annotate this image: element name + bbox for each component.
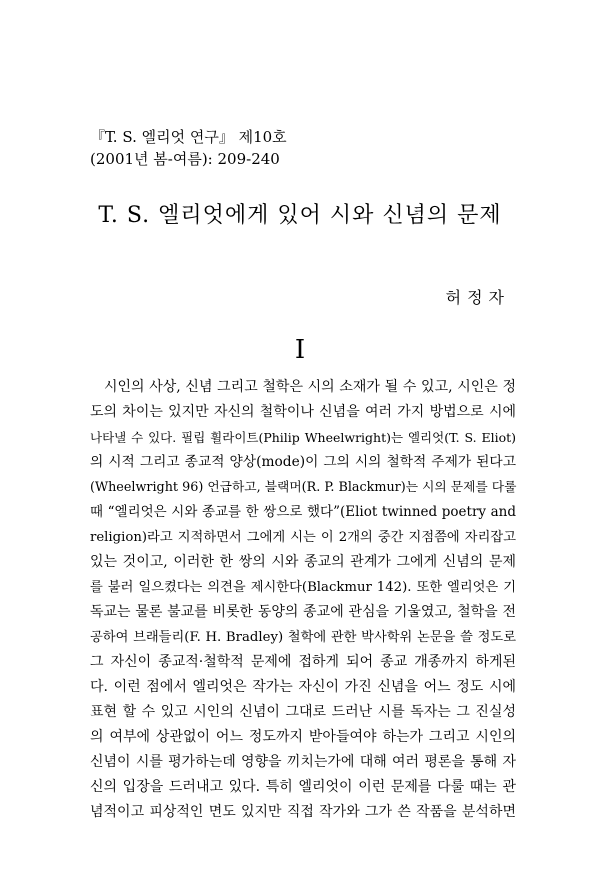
body-line: (Wheelwright 96) 언급하고, 블랙머(R. P. Blackmur)는 시의 문제를 다룰	[90, 480, 517, 495]
body-line: 신의 입장을 드러내고 있다. 특히 엘리엇이 이런 문제를 다룰 때는 관	[90, 779, 516, 795]
body-line: 의 시적 그리고 종교적 양상(mode)이 그의 시의 철학적 주제가 된다고	[90, 454, 516, 470]
body-line: 시인의 사상, 신념 그리고 철학은 시의 소재가 될 수 있고, 시인은 정	[104, 379, 516, 395]
article-title: T. S. 엘리엇에게 있어 시와 신념의 문제	[98, 203, 502, 228]
body-line: religion)라고 지적하면서 그에게 시는 이 2개의 중간 지점쯤에 자리잡고	[90, 530, 516, 545]
journal-issue: (2001년 봄-여름): 209-240	[90, 150, 280, 168]
body-line: 표현 할 수 있고 시인의 신념이 그대로 드러난 시를 독자는 그 진실성	[90, 704, 516, 720]
body-line: 나타낼 수 있다. 필립 휠라이트(Philip Wheelwright)는 엘리엇(T. S. Eliot)	[90, 430, 516, 445]
journal-title: 『T. S. 엘리엇 연구』 제10호	[90, 128, 287, 146]
body-line: 있는 것이고, 이러한 한 쌍의 시와 종교의 관계가 그에게 신념의 문제	[90, 554, 516, 570]
body-line: 독교는 물론 불교를 비롯한 동양의 종교에 관심을 기울였고, 철학을 전	[90, 604, 516, 620]
body-line: 념적이고 피상적인 면도 있지만 직접 작가와 그가 쓴 작품을 분석하면	[90, 804, 516, 820]
body-line: 공하여 브래들리(F. H. Bradley) 철학에 관한 박사학위 논문을 쓸 정도로	[90, 630, 516, 645]
body-line: 신념이 시를 평가하는데 영향을 끼치는가에 대해 여러 평론을 통해 자	[90, 754, 516, 770]
section-heading: I	[294, 335, 306, 365]
body-line: 도의 차이는 있지만 자신의 철학이나 신념을 여러 가지 방법으로 시에	[90, 404, 516, 420]
body-line: 의 여부에 상관없이 어느 정도까지 받아들여야 하는가 그리고 시인의	[90, 729, 516, 745]
body-text	[90, 375, 516, 825]
body-line: 그 자신이 종교적·철학적 문제에 접하게 되어 종교 개종까지 하게된	[90, 654, 516, 670]
body-line: 다. 이런 점에서 엘리엇은 작가는 자신이 가진 신념을 어느 정도 시에	[90, 679, 516, 695]
body-line: 때 “엘리엇은 시와 종교를 한 쌍으로 했다”(Eliot twinned poetry and	[90, 504, 516, 520]
body-line: 를 불러 일으켰다는 의견을 제시한다(Blackmur 142). 또한 엘리엇은 기	[90, 580, 516, 595]
article-author: 허정자	[445, 288, 510, 307]
journal-header	[90, 126, 287, 170]
